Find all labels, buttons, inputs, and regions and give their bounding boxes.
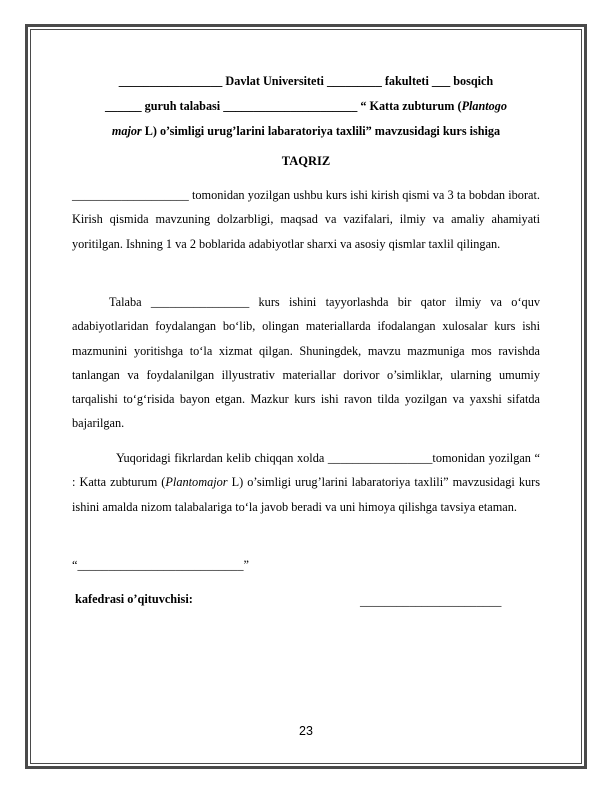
signature-line: _______________________ [360,594,502,608]
document-title: TAQRIZ [281,154,331,168]
heading-line-2 [72,93,540,119]
paragraph-2 [72,290,540,436]
department-label: kafedrasi o’qituvchisi: [75,592,193,606]
paragraph-3-italic: Plantomajor [165,475,228,490]
heading-line-2-text: ______ guruh talabasi ______________________ “ Katta zubturum ( [105,99,462,113]
signature-quote: “___________________________” [72,558,249,572]
heading-line-3 [72,118,540,144]
heading-line-3-italic: major [111,124,142,138]
paragraph-1: ___________________ tomonidan yozilgan ushbu kurs ishi kirish qismi va 3 ta bobdan iborat. Kirish qismida mavzuning dolzarbligi, maqsad va vazifalari, ilmiy va amaliy ahamiyati yoritilgan. Ishning 1 va 2 boblarida adabiyotlar sharxi va asosiy qismlar taxlil qilingan. [72,188,540,251]
heading-line-3-text: L) o’simligi urug’larini labaratoriya taxlili” mavzusidagi kurs ishiga [141,124,501,138]
heading-line-1: _________________ Davlat Universiteti _________ fakulteti ___ bosqich [118,74,494,88]
page-number: 23 [299,724,313,738]
paragraph-3 [72,446,540,519]
paragraph-3-text-2: L) o’simligi urug’larini labaratoriya taxlili” mavzusidagi kurs ishini amalda nizom talabalariga to‘la javob beradi va uni himoya qilishga tavsiya etaman. [72,475,540,514]
heading-line-2-italic: Plantogo [461,99,507,113]
paragraph-3-text-1: Yuqoridagi fikrlardan kelib chiqqan xolda _________________tomonidan yozilgan “ : Katta zubturum ( [72,451,540,490]
paragraph-2-text: Talaba ________________ kurs ishini tayyorlashda bir qator ilmiy va o‘quv adabiyotlaridan foydalangan bo‘lib, olingan materiallarda ifodalangan xulosalar kurs ishi mazmunini yoritishga to‘la xizmat qilgan. Shuningdek, mavzu mazmuniga mos ravishda tanlangan va foydalanilgan illyustrativ materiallar dorivor o’simliklar, ularning umumiy tarqalishi to‘g‘risida bayon etgan. Mazkur kurs ishi ravon tilda yozilgan va yaxshi sifatda bajarilgan. [72,295,540,431]
